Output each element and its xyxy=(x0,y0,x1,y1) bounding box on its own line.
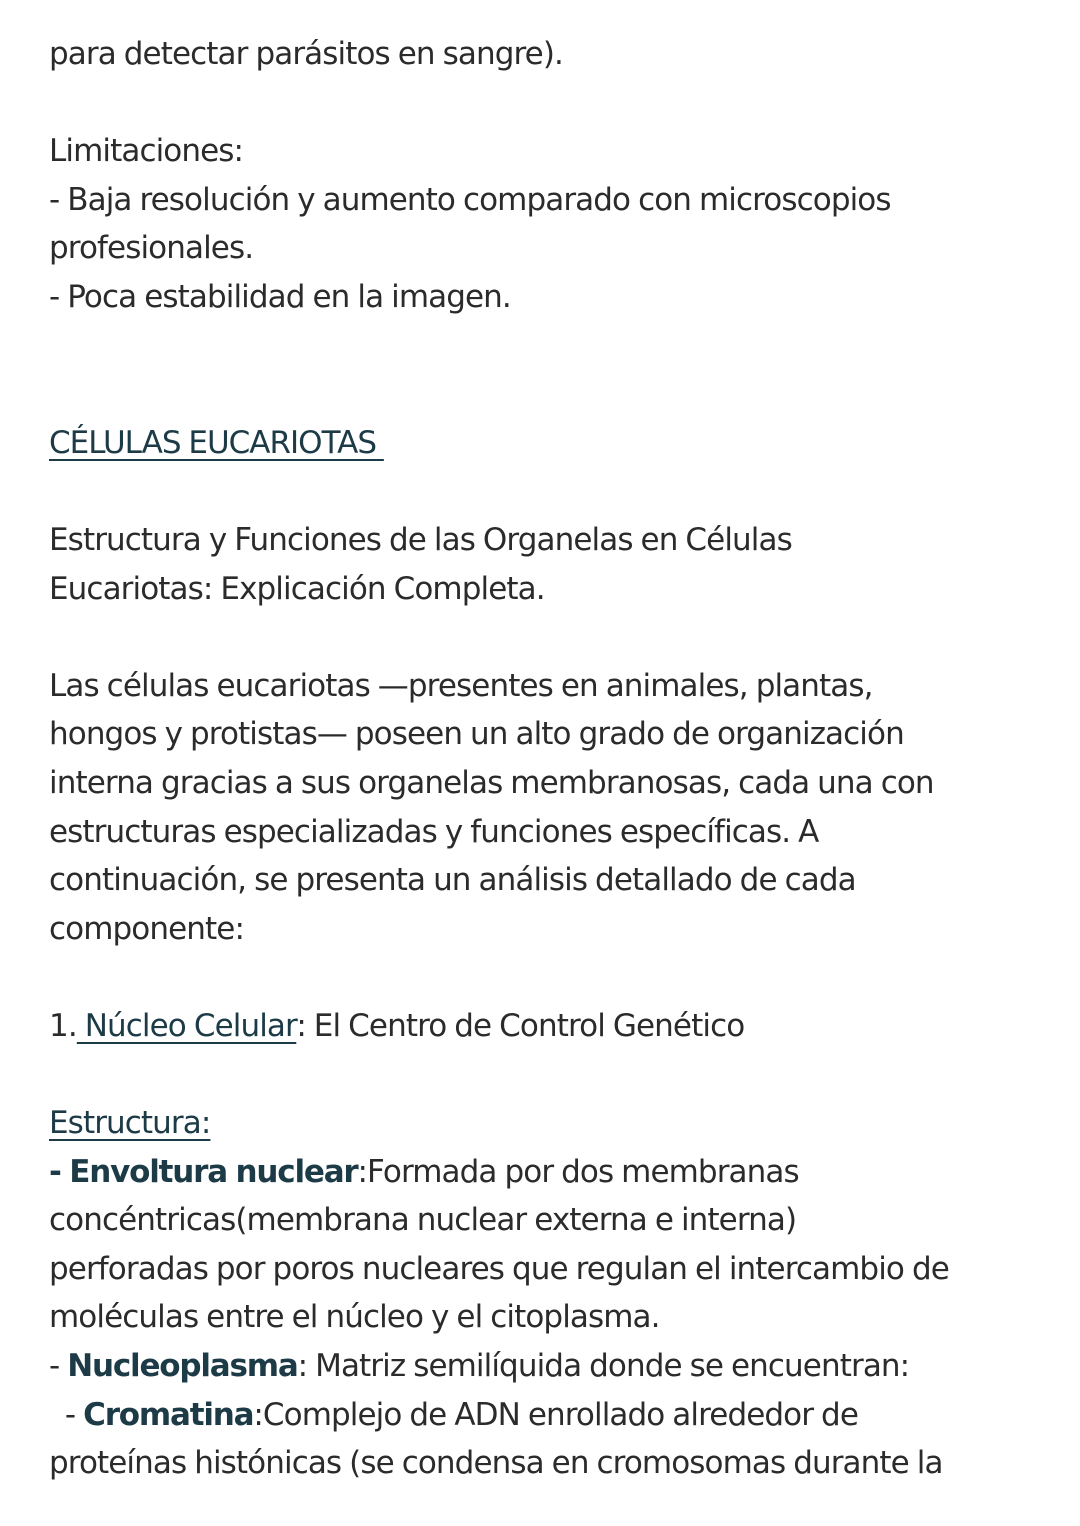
item-1-heading xyxy=(49,1002,1049,1051)
intro-paragraph-line-3: interna gracias a sus organelas membranosas, cada una con xyxy=(49,764,934,801)
limitation-item-2: - Poca estabilidad en la imagen. xyxy=(49,278,511,315)
intro-tail-text: para detectar parásitos en sangre). xyxy=(49,36,563,72)
envoltura-line-4: moléculas entre el núcleo y el citoplasma. xyxy=(49,1299,660,1336)
envoltura-prefix: - xyxy=(49,1153,70,1190)
cromatina-text: :Complejo de ADN enrollado alrededor de xyxy=(253,1396,858,1433)
envoltura-line-2: concéntricas(membrana nuclear externa e interna) xyxy=(49,1202,797,1239)
subtitle-line-2: Eucariotas: Explicación Completa. xyxy=(49,570,545,607)
estructura-heading-row xyxy=(49,1099,1049,1148)
intro-paragraph-line-1: Las células eucariotas —presentes en animales, plantas, xyxy=(49,667,873,704)
section-title: CÉLULAS EUCARIOTAS xyxy=(49,424,384,461)
intro-paragraph-line-5: continuación, se presenta un análisis detallado de cada xyxy=(49,862,856,899)
envoltura-line-3: perforadas por poros nucleares que regulan el intercambio de xyxy=(49,1250,949,1287)
cromatina-prefix: - xyxy=(49,1396,84,1433)
envoltura-term: Envoltura nuclear xyxy=(69,1153,358,1190)
intro-paragraph-line-2: hongos y protistas— poseen un alto grado de organización xyxy=(49,716,904,753)
spacer xyxy=(49,370,1049,419)
subtitle-line-1: Estructura y Funciones de las Organelas en Células xyxy=(49,521,792,558)
cromatina-line-2: proteínas histónicas (se condensa en cromosomas durante la xyxy=(49,1445,943,1482)
spacer xyxy=(49,1050,1049,1099)
item-1-term: Núcleo Celular xyxy=(76,1007,297,1044)
spacer xyxy=(49,467,1049,516)
item-1-number: 1. xyxy=(49,1007,77,1044)
limitation-item-1-line-1: - Baja resolución y aumento comparado con microscopios xyxy=(49,181,891,218)
limitation-item-1-line-2: profesionales. xyxy=(49,230,254,267)
spacer xyxy=(49,953,1049,1002)
nucleoplasma-line-1 xyxy=(49,1342,1049,1391)
nucleoplasma-term: Nucleoplasma xyxy=(67,1348,298,1385)
intro-paragraph-line-6: componente: xyxy=(49,910,244,947)
spacer xyxy=(49,322,1049,371)
document-body xyxy=(49,30,1049,1488)
limitations-heading: Limitaciones: xyxy=(49,133,244,170)
nucleoplasma-prefix: - xyxy=(49,1348,68,1385)
spacer xyxy=(49,613,1049,662)
estructura-heading: Estructura: xyxy=(49,1105,211,1142)
nucleoplasma-text: : Matriz semilíquida donde se encuentran: xyxy=(297,1348,910,1385)
envoltura-line-1 xyxy=(49,1148,1049,1197)
envoltura-text: :Formada por dos membranas xyxy=(357,1153,799,1190)
item-1-rest: : El Centro de Control Genético xyxy=(296,1007,745,1044)
section-title-row xyxy=(49,419,1049,468)
cromatina-term: Cromatina xyxy=(83,1396,254,1433)
spacer xyxy=(49,79,1049,128)
intro-paragraph-line-4: estructuras especializadas y funciones específicas. A xyxy=(49,813,819,850)
cromatina-line-1 xyxy=(49,1391,1049,1440)
